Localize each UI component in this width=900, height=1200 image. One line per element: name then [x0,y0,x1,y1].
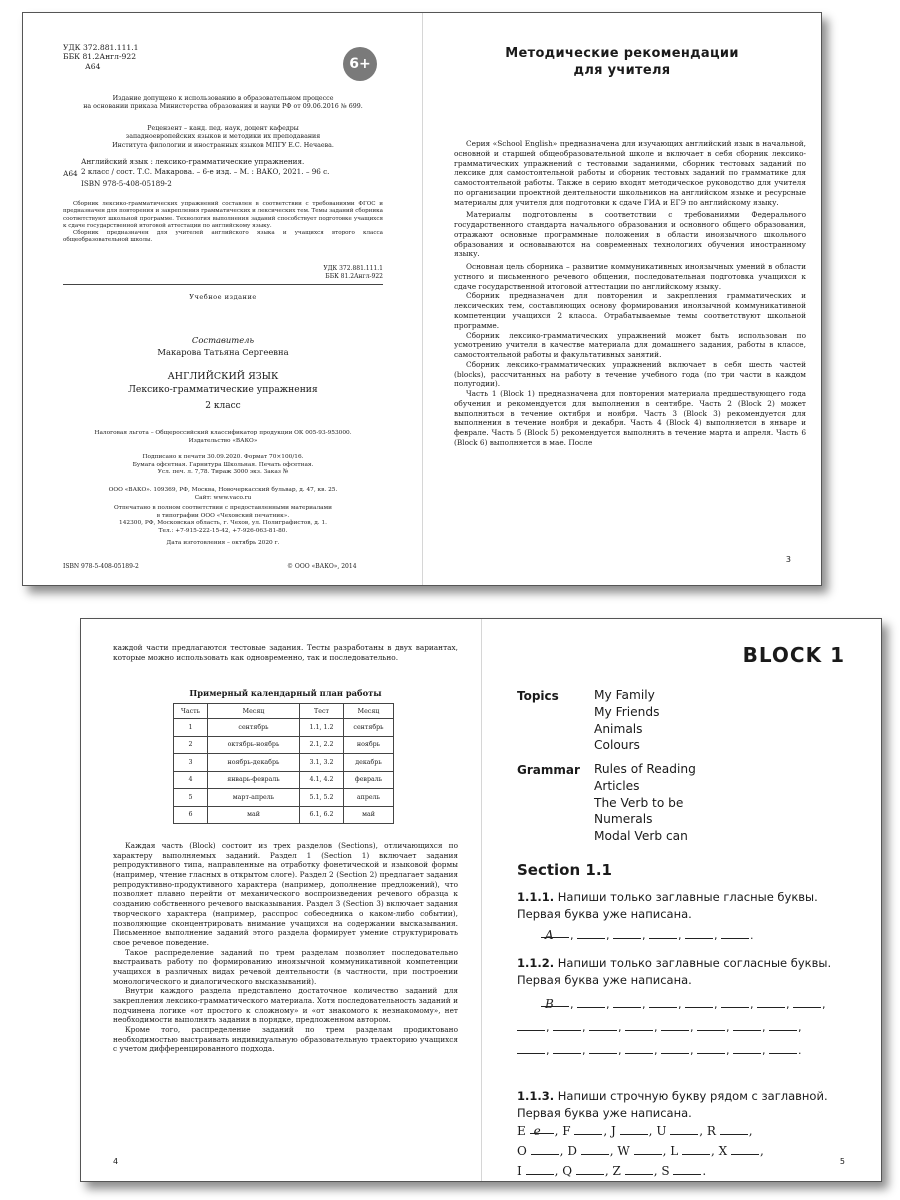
answer-blank[interactable] [577,926,605,939]
capital-letter: Q [562,1164,573,1178]
udc-code: УДК 372.881.111.1 [63,43,139,52]
section-title: Section 1.1 [517,861,612,879]
paragraph: Серия «School English» предназначена для изучающих английский язык в начальной, основной и старшей общеобразовательной школе и включает в себя сборник лексико-грамматических упражнений с тестовыми заданиями, сборник тестовых заданий по лексике для самостоятельной работы и сборник тестовых заданий по грамматике для самостоятельной работы. Также в серию входят методическое руководство для учителя по организации проектной деятельности школьников на английском языке и ресурсные материалы для учителя для подготовки к сдаче ГИА и ЕГЭ по английскому языку. [454,139,806,207]
answer-blank[interactable] [685,995,713,1008]
table-cell: март-апрель [208,789,300,807]
table-cell: 5 [174,789,208,807]
top-spread [22,12,822,586]
column-header: Часть [174,704,208,719]
author-mark: А64 [85,61,101,71]
printer-line: 142300, РФ, Московская область, г. Чехов, ул. Полиграфистов, д. 1. [119,520,327,527]
answer-blank[interactable] [634,1142,662,1155]
answer-blank[interactable] [625,1018,653,1031]
capital-letter: J [611,1124,616,1138]
table-cell: декабрь [344,754,394,772]
answer-blank[interactable] [613,995,641,1008]
answer-blank[interactable] [769,1018,797,1031]
table-header-row [174,704,394,719]
answer-blank[interactable] [757,995,785,1008]
table-cell: 3 [174,754,208,772]
grammar-item: Modal Verb can [594,829,688,844]
calendar-table [173,703,394,824]
capital-letter: E [517,1124,526,1138]
table-cell: 4 [174,771,208,789]
capital-letter: I [517,1164,522,1178]
answer-blank[interactable] [576,1162,604,1175]
answer-row: A , , , , , . [541,925,754,946]
paragraph: Сборник предназначен для повторения и закрепления грамматических и лексических тем, составляющих основу формирования иноязычной коммуникативной компетенции учащихся 2 класса. Отрабатываемые темы соответствуют школьной программе. [454,291,806,330]
reviewer-line: западноевропейских языков и методики их преподавания [125,133,321,141]
answer-blank[interactable] [531,1142,559,1155]
body-text [454,139,806,448]
publisher-info [63,487,383,502]
compiler-role: Составитель [191,335,255,345]
page-title [442,45,802,80]
answer-blank[interactable] [661,1018,689,1031]
grammar-list [594,761,696,845]
print-line: Усл. печ. л. 7,78. Тираж 3000 экз. Заказ № [157,469,289,476]
table-row [174,754,394,772]
edition-type: Учебное издание [189,293,257,301]
exercise-page [481,619,881,1181]
capital-letter: Z [612,1164,621,1178]
table-cell: январь-февраль [208,771,300,789]
answer-blank[interactable] [685,926,713,939]
methodology-page-continued [81,619,481,1181]
column-header: Тест [300,704,344,719]
table-cell: 6 [174,806,208,824]
table-row [174,771,394,789]
catalog-code: А64 [63,169,78,178]
table-cell: 5.1, 5.2 [300,789,344,807]
answer-blank[interactable] [625,1041,653,1054]
print-line: Бумага офсетная. Гарнитура Школьная. Печать офсетная. [132,461,314,468]
bbk-code: ББК 81.2Англ-922 [63,52,137,62]
table-cell: 1.1, 1.2 [300,719,344,737]
task-text: Напиши только заглавные гласные буквы. Первая буква уже написана. [517,890,818,921]
paragraph: Материалы подготовлены в соответствии с требованиями Федерального государственного стандарта начального образования и основного общего образования, отражают основные программные положения в области иноязычного школьного образования и основываются на современных технологиях обучения иностранному языку. [454,210,806,259]
table-cell: 1 [174,719,208,737]
bottom-spread [80,618,882,1182]
answer-row: B , , , , , , , , [541,994,826,1015]
task-text: Напиши только заглавные согласные буквы. Первая буква уже написана. [517,956,832,987]
table-cell: сентябрь [344,719,394,737]
answer-blank[interactable] [721,995,749,1008]
answer-blank[interactable] [577,995,605,1008]
page-number: 4 [113,1157,119,1166]
letter-pairs [517,1121,764,1181]
catalog-entry [63,157,383,189]
annotation [63,201,383,245]
grammar-item: Articles [594,778,640,793]
table-row [174,806,394,824]
capital-letter: F [562,1124,571,1138]
title-line: Методические рекомендации [505,46,739,61]
table-cell: май [344,806,394,824]
grammar-label: Grammar [517,763,580,777]
paragraph: Каждая часть (Block) состоит из трех разделов (Sections), отличающихся по характеру выполняемых заданий. Раздел 1 (Section 1) включает задания репродуктивного типа, направленные на отработку фонетической и языковой формы (например, чтение гласных в открытом слоге). Раздел 2 (Section 2) предлагает задания репродуктивно-продуктивного характера (например, дополнение предложений), что позволяет плавно перейти от механического воспроизведения речевого образца к созданию собственного речевого высказывания. Раздел 3 (Section 3) включает задания творческого характера (например, расспрос собеседника о каком-либо событии), позволяющие сконцентрировать внимание учащихся на содержании высказывания. Письменное выполнение заданий этого раздела формирует умение структурировать свое речевое поведение. [113,841,458,947]
divider [63,284,383,285]
block-title: BLOCK 1 [742,643,845,667]
table-cell: 2 [174,736,208,754]
udc-code: УДК 372.881.111.1 [323,265,383,272]
printer-line: в типографии ООО «Чеховский печатник». [156,512,290,519]
answer-blank[interactable] [733,1041,761,1054]
answer-blank[interactable] [526,1162,554,1175]
paragraph: Сборник лексико-грамматических упражнений может быть использован по усмотрению учителя в качестве материала для домашнего задания, работы в классе, самостоятельной работы и факультативных занятий. [454,330,806,360]
handwritten-answer: e [533,1124,541,1138]
task-1-1-3 [517,1088,847,1121]
table-cell: октябрь-ноябрь [208,736,300,754]
approval-line: Издание допущено к использованию в образовательном процессе [112,95,334,102]
answer-blank[interactable] [731,1142,759,1155]
paragraph: Часть 1 (Block 1) предназначена для повторения материала предшествующего года обучения и рекомендуется для выполнения в сентябре. Часть 2 (Block 2) может выполняться в течение октября и ноября. Часть 3 (Block 3) рекомендуется для выполнения в течение ноября и декабря. Часть 4 (Block 4) выполняется в январе и феврале. Часть 5 (Block 5) рекомендуется выполнять в течение марта и апреля. Часть 6 (Block 6) выполняется в мае. После [454,389,806,447]
capital-letter: W [617,1144,630,1158]
capital-letter: R [706,1124,716,1138]
letter-row: I , Q , Z , S . [517,1164,707,1178]
publisher-line: ООО «ВАКО». 109369, РФ, Москва, Новочеркасский бульвар, д. 47, кв. 25. [108,487,338,493]
page-number: 3 [785,555,791,564]
approval-note [63,95,383,112]
tax-line: Издательство «ВАКО» [188,437,258,444]
tax-note [63,430,383,445]
task-number: 1.1.2. [517,956,555,970]
answer-blank[interactable] [620,1122,648,1135]
answer-row: , , , , , , , . [517,1040,802,1061]
task-text: Напиши строчную букву рядом с заглавной. Первая буква уже написана. [517,1089,828,1120]
answer-blank[interactable] [530,1121,554,1138]
answer-blank[interactable] [589,1041,617,1054]
reviewer-note [63,125,383,150]
answer-blank[interactable] [682,1142,710,1155]
answer-blank[interactable] [541,925,569,942]
answer-blank[interactable] [574,1122,602,1135]
methodology-page [422,13,821,585]
grammar-item: Numerals [594,812,653,827]
footer-isbn: ISBN 978-5-408-05189-2 [63,563,139,570]
table-cell: апрель [344,789,394,807]
age-rating-badge: 6+ [343,47,377,81]
answer-blank[interactable] [733,1018,761,1031]
task-number: 1.1.3. [517,1089,555,1103]
grade: 2 класс [205,401,241,411]
answer-blank[interactable] [720,1122,748,1135]
topic-item: Colours [594,738,640,753]
manufacture-date: Дата изготовления – октябрь 2020 г. [166,540,280,546]
annotation-paragraph: Сборник предназначен для учителей английского языка и учащихся второго класса общеобразовательной школы. [63,230,383,244]
answer-blank[interactable] [541,994,569,1011]
table-row [174,719,394,737]
paragraph: Внутри каждого раздела представлено достаточное количество заданий для закрепления лексико-грамматического материала. Хотя последовательность заданий и подчинена логике «от простого к сложному» и «от знакомого к незнакомому», нет необходимости выполнять задания в порядке, предложенном автором. [113,986,458,1025]
page-number: 5 [839,1157,845,1166]
handwritten-answer: A [545,928,554,942]
approval-line: на основании приказа Министерства образования и науки РФ от 09.06.2016 № 699. [83,103,363,111]
answer-blank[interactable] [581,1142,609,1155]
answer-blank[interactable] [553,1018,581,1031]
answer-blank[interactable] [649,926,677,939]
table-cell: 6.1, 6.2 [300,806,344,824]
table-cell: сентябрь [208,719,300,737]
table-cell: ноябрь-декабрь [208,754,300,772]
catalog-line: 2 класс / сост. Т.С. Макарова. – 6-е изд. – М. : ВАКО, 2021. – 96 с. [81,166,330,176]
topic-item: Animals [594,721,643,736]
topics-list [594,687,659,754]
table-cell: 3.1, 3.2 [300,754,344,772]
capital-letter: S [661,1164,670,1178]
reviewer-line: Института филологии и иностранных языков МПГУ Е.С. Нечаева. [112,141,334,149]
print-line: Подписано к печати 30.09.2020. Формат 70×100/16. [142,454,304,460]
task-number: 1.1.1. [517,890,555,904]
answer-blank[interactable] [625,1162,653,1175]
answer-blank[interactable] [517,1018,545,1031]
capital-letter: X [718,1144,728,1158]
column-header: Месяц [344,704,394,719]
paragraph: Сборник лексико-грамматических упражнений включает в себя шесть частей (blocks), рассчитанных на работу в течение учебного года (по три части в каждом полугодии). [454,359,806,389]
footer-copyright: © ООО «ВАКО», 2014 [287,563,357,570]
printer-info [63,505,383,535]
capital-letter: D [567,1144,577,1158]
compiler-name: Макарова Татьяна Сергеевна [157,347,289,357]
topic-item: My Family [594,688,655,702]
codes-repeat [63,265,383,281]
task-1-1-1 [517,889,847,922]
answer-blank[interactable] [613,926,641,939]
answer-blank[interactable] [697,1018,725,1031]
answer-blank[interactable] [670,1122,698,1135]
table-row [174,789,394,807]
capital-letter: O [517,1144,527,1158]
letter-row: O , D , W , L , X , [517,1144,764,1158]
topic-item: My Friends [594,704,660,719]
grammar-item: The Verb to be [594,795,684,810]
topics-label: Topics [517,689,559,703]
paragraph: Такое распределение заданий по трем разделам позволяет последовательно выстраивать работу по формированию иноязычной коммуникативной компетенции учащихся в различных видах речевой деятельности (в частности, при построении монологического и диалогического высказываний). [113,947,458,986]
catalog-title: Английский язык : лексико-грамматические упражнения. [81,157,305,166]
answer-blank[interactable] [697,1041,725,1054]
book-subtitle: Лексико-грамматические упражнения [128,384,318,395]
paragraph: Основная цель сборника – развитие коммуникативных иноязычных умений в области устного и письменного речевого общения, последовательная подготовка учащихся к сдаче государственной итоговой аттестации по английскому языку. [454,262,806,291]
column-header: Месяц [208,704,300,719]
tax-line: Налоговая льгота – Общероссийский классификатор продукции ОК 005-93-953000. [94,430,352,436]
printer-line: Отпечатано в полном соответствии с предоставленными материалами [113,505,332,511]
table-cell: 2.1, 2.2 [300,736,344,754]
answer-blank[interactable] [661,1041,689,1054]
letter-row: E e , F , J , U , R , [517,1121,764,1141]
answer-blank[interactable] [589,1018,617,1031]
table-title: Примерный календарный план работы [189,688,382,698]
answer-blank[interactable] [793,995,821,1008]
imprint-page [23,13,422,585]
grammar-item: Rules of Reading [594,762,696,776]
udc-codes [63,43,139,71]
body-text [113,841,458,1054]
handwritten-answer: B [545,997,554,1011]
table-cell: май [208,806,300,824]
capital-letter: U [656,1124,667,1138]
answer-blank[interactable] [553,1041,581,1054]
printer-line: Тел.: +7-915-222-15-42, +7-926-063-81-80. [158,527,288,534]
reviewer-line: Рецензент – канд. пед. наук, доцент кафедры [147,125,299,132]
answer-blank[interactable] [673,1162,701,1175]
table-cell: 4.1, 4.2 [300,771,344,789]
intro-text: каждой части предлагаются тестовые задания. Тесты разработаны в двух вариантах, которые можно использовать как одновременно, так и последовательно. [113,643,458,662]
paragraph: Кроме того, распределение заданий по трем разделам продиктовано необходимостью выстраивать индивидуальную образовательную траекторию учащихся с учетом дифференцированного подхода. [113,1025,458,1054]
print-info [63,454,383,477]
capital-letter: L [670,1144,679,1158]
task-1-1-2 [517,955,847,988]
answer-blank[interactable] [721,926,749,939]
table-row [174,736,394,754]
book-title: АНГЛИЙСКИЙ ЯЗЫК [167,371,279,382]
annotation-paragraph: Сборник лексико-грамматических упражнений составлен в соответствии с требованиями ФГОС и предназначен для повторения и закрепления грамматических и лексических тем. Темы заданий сборника соответствуют школьной программе. Технология выполнения заданий способствует подготовке учащихся к сдаче государственной итоговой аттестации по английскому языку. [63,201,383,229]
title-line: для учителя [573,63,671,79]
answer-blank[interactable] [649,995,677,1008]
publisher-line: Сайт: www.vaco.ru [194,494,252,501]
answer-blank[interactable] [517,1041,545,1054]
table-cell: ноябрь [344,736,394,754]
answer-blank[interactable] [769,1041,797,1054]
isbn: ISBN 978-5-408-05189-2 [81,178,172,188]
table-cell: февраль [344,771,394,789]
answer-row: , , , , , , , , [517,1017,802,1038]
bbk-code: ББК 81.2Англ-922 [325,272,383,280]
